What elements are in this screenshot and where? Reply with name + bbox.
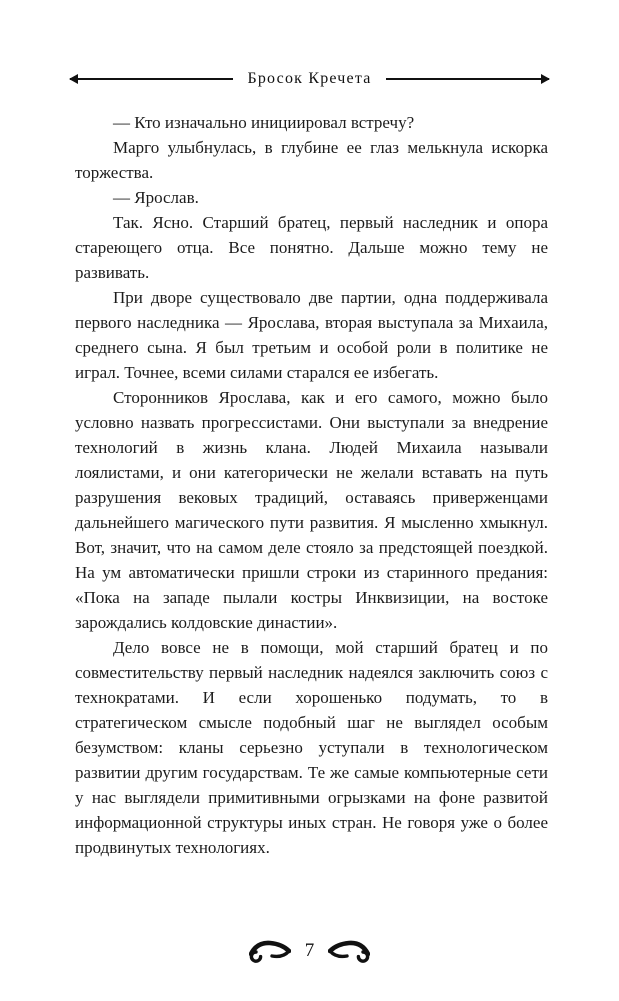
header-rule-right-icon xyxy=(386,78,549,81)
running-header-title: Бросок Кречета xyxy=(247,70,372,87)
flourish-left-icon xyxy=(249,939,291,963)
paragraph: Дело вовсе не в помощи, мой старший братец и по совместительству первый наследник надеялся заключить союз с технократами. И если хорошенько подумать, то в стратегическом смысле подобный шаг не выглядел особым безумством: кланы серьезно уступали в технологическом развитии другим государствам. Те же самые компьютерные сети у нас выглядели примитивными огрызками на фоне развитой информационной структуры иных стран. Не говоря уже о более продвинутых технологиях. xyxy=(75,638,548,857)
paragraph: Так. Ясно. Старший братец, первый наследник и опора стареющего отца. Все понятно. Дальше можно тему не развивать. xyxy=(75,213,548,282)
paragraph: При дворе существовало две партии, одна поддерживала первого наследника — Ярослава, вторая выступала за Михаила, среднего сына. Я был третьим и особой роли в политике не играл. Точнее, всеми силами старался ее избегать. xyxy=(75,288,548,382)
paragraph: Сторонников Ярослава, как и его самого, можно было условно назвать прогрессистами. Они выступали за внедрение технологий в жизнь клана. Людей Михаила называли лоялистами, и они категорически не желали вставать на путь разрушения вековых традиций, оставаясь приверженцами дальнейшего магического пути развития. Я мысленно хмыкнул. Вот, значит, что на самом деле стояло за предстоящей поездкой. На ум автоматически пришли строки из старинного предания: «Пока на западе пылали костры Инквизиции, на востоке зарождались колдовские династии». xyxy=(75,388,548,632)
paragraph: Марго улыбнулась, в глубине ее глаз мелькнула искорка торжества. xyxy=(75,138,548,182)
page-footer xyxy=(0,939,619,963)
paragraph-dialogue: — Ярослав. xyxy=(113,188,199,207)
running-header xyxy=(70,70,549,88)
text-block xyxy=(75,110,548,860)
page-number: 7 xyxy=(304,940,315,961)
paragraph-dialogue: — Кто изначально инициировал встречу? xyxy=(113,113,415,132)
flourish-right-icon xyxy=(328,939,370,963)
header-rule-left-icon xyxy=(70,78,233,81)
